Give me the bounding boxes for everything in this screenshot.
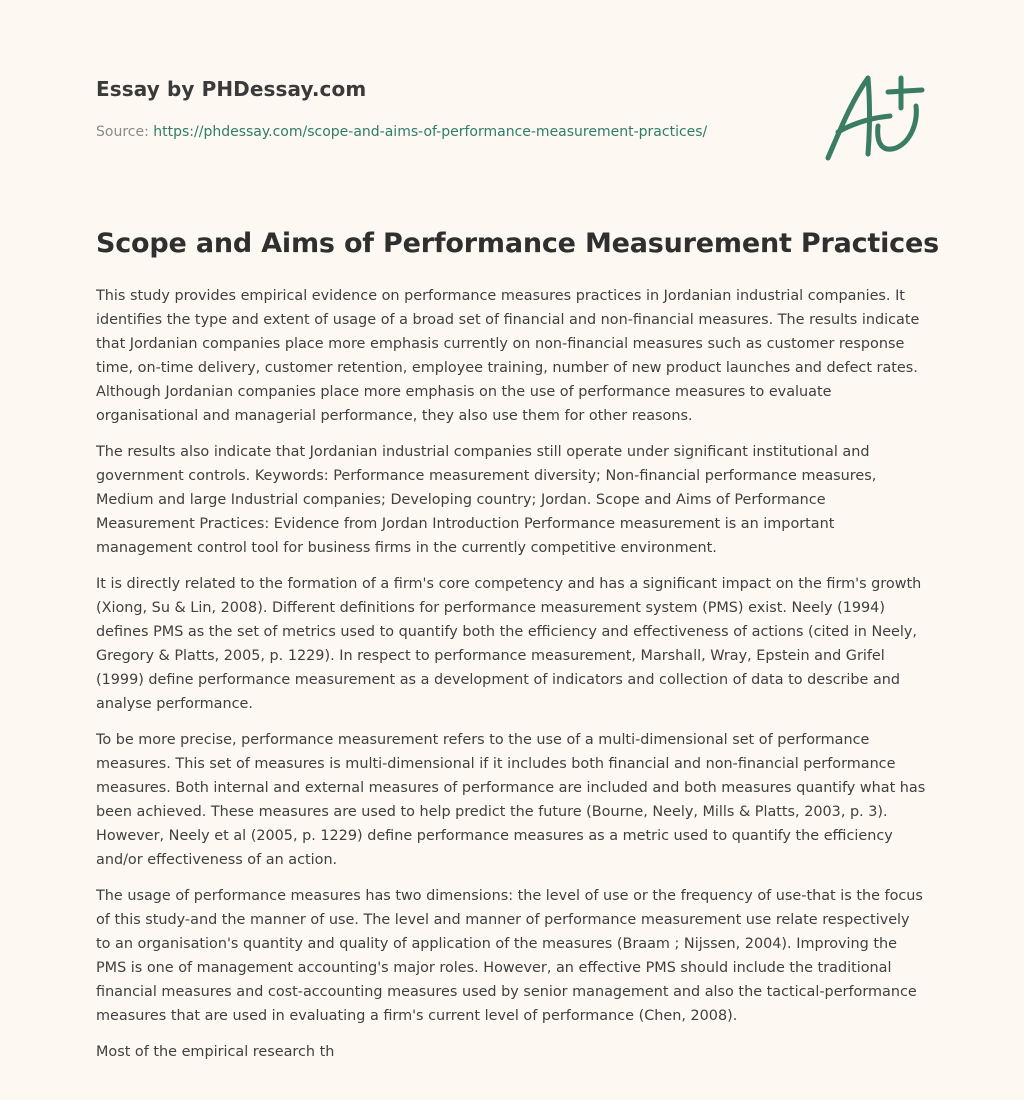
essay-body [96, 284, 926, 1076]
essay-paragraph: The usage of performance measures has two dimensions: the level of use or the frequency of use-that is the focus of this study-and the manner of use. The level and manner of performance measurement use relate respectively to an organisation's quantity and quality of application of the measures (Braam ; Nijssen, 2004). Improving the PMS is one of management accounting's major roles. However, an effective PMS should include the traditional financial measures and cost-accounting measures used by senior management and also the tactical-performance measures that are used in evaluating a firm's current level of performance (Chen, 2008). [96, 888, 923, 1024]
source-link[interactable]: https://phdessay.com/scope-and-aims-of-performance-measurement-practices/ [153, 124, 708, 140]
essay-title: Scope and Aims of Performance Measurement Practices [96, 228, 939, 259]
source-line [96, 124, 707, 140]
essay-paragraph: Most of the empirical research th [96, 1044, 335, 1060]
a-plus-grade-icon [818, 62, 930, 166]
essay-paragraph: To be more precise, performance measurement refers to the use of a multi-dimensional set of performance measures. This set of measures is multi-dimensional if it includes both financial and non-financial performance measures. Both internal and external measures of performance are included and both measures quantify what has been achieved. These measures are used to help predict the future (Bourne, Neely, Mills & Platts, 2003, p. 3). However, Neely et al (2005, p. 1229) define performance measures as a metric used to quantify the efficiency and/or effectiveness of an action. [96, 732, 926, 868]
essay-paragraph: It is directly related to the formation of a firm's core competency and has a significant impact on the firm's growth (Xiong, Su & Lin, 2008). Different definitions for performance measurement system (PMS) exist. Neely (1994) defines PMS as the set of metrics used to quantify both the efficiency and effectiveness of actions (cited in Neely, Gregory & Platts, 2005, p. 1229). In respect to performance measurement, Marshall, Wray, Epstein and Grifel (1999) define performance measurement as a development of indicators and collection of data to describe and analyse performance. [96, 576, 922, 712]
source-label: Source: [96, 124, 154, 140]
site-brand: Essay by PHDessay.com [96, 77, 367, 101]
essay-paragraph: The results also indicate that Jordanian industrial companies still operate under significant institutional and government controls. Keywords: Performance measurement diversity; Non-financial performance measures, Medium and large Industrial companies; Developing country; Jordan. Scope and Aims of Performance Measurement Practices: Evidence from Jordan Introduction Performance measurement is an important management control tool for business firms in the currently competitive environment. [96, 444, 877, 556]
essay-paragraph: This study provides empirical evidence on performance measures practices in Jordanian industrial companies. It identifies the type and extent of usage of a broad set of financial and non-financial measures. The results indicate that Jordanian companies place more emphasis currently on non-financial measures such as customer response time, on-time delivery, customer retention, employee training, number of new product launches and defect rates. Although Jordanian companies place more emphasis on the use of performance measures to evaluate organisational and managerial performance, they also use them for other reasons. [96, 288, 920, 424]
